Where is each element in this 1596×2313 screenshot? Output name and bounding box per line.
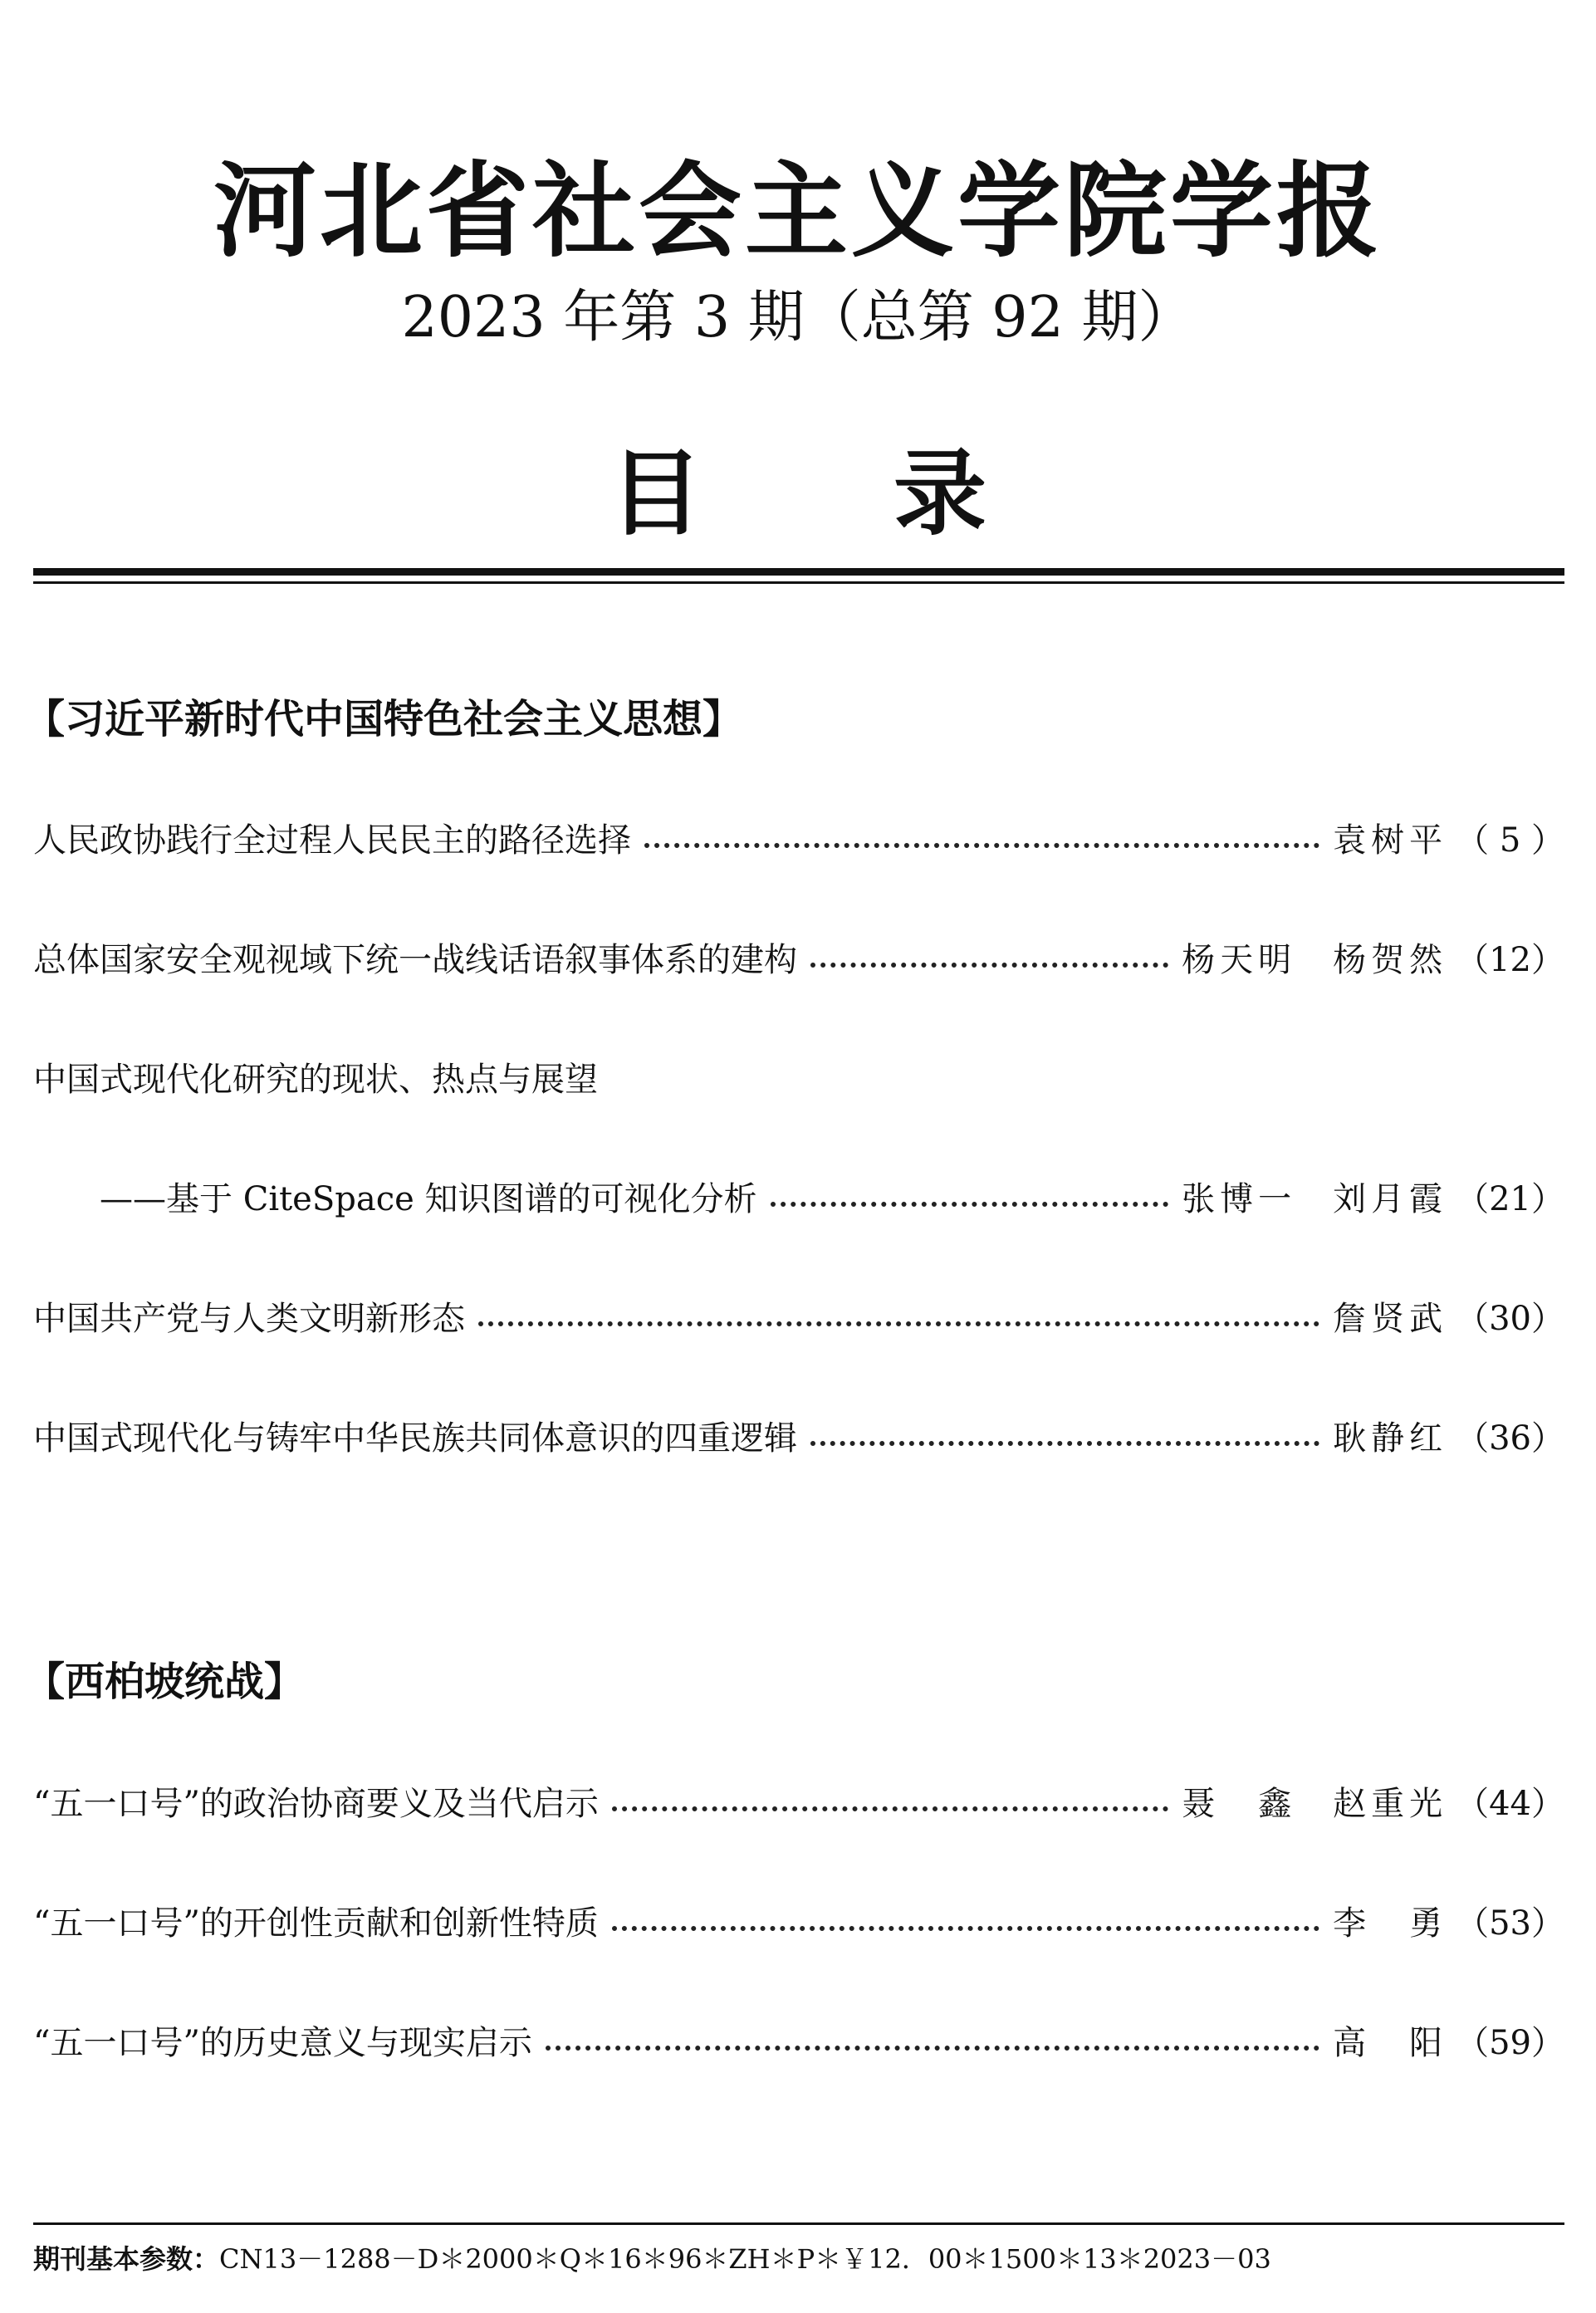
- author: 袁树平: [1333, 821, 1448, 860]
- issue-line: 2023 年第 3 期（总第 92 期）: [401, 285, 1195, 350]
- author: 张博一: [1182, 1180, 1297, 1218]
- header-rule-thick: [33, 568, 1564, 576]
- entry-title: 中国式现代化研究的现状、热点与展望: [33, 1061, 598, 1099]
- entry-authors: [1333, 1899, 1447, 1948]
- entry-authors: [1182, 1779, 1447, 1829]
- leader-dots: [644, 843, 1319, 848]
- entry-page: （53）: [1456, 1904, 1564, 1943]
- author: 詹贤武: [1333, 1300, 1448, 1338]
- leader-dots: [810, 963, 1168, 968]
- entry-title: “五一口号”的开创性贡献和创新性特质: [33, 1904, 599, 1943]
- entry-title: “五一口号”的政治协商要义及当代启示: [33, 1785, 599, 1823]
- author: 李 勇: [1333, 1904, 1448, 1943]
- toc-entry[interactable]: [33, 1414, 1564, 1463]
- journal-parameters: [33, 2241, 1271, 2277]
- toc-heading-right: 录: [893, 439, 986, 548]
- toc-entry[interactable]: [33, 816, 1564, 865]
- leader-dots: [771, 1202, 1169, 1207]
- leader-dots: [478, 1321, 1319, 1326]
- leader-dots: [612, 1926, 1319, 1931]
- footer-label: 期刊基本参数：: [33, 2243, 220, 2275]
- author: 杨贺然: [1333, 941, 1448, 979]
- toc-heading-left: 目: [610, 439, 703, 548]
- toc-entry[interactable]: [33, 1899, 1564, 1948]
- entry-page: （36）: [1456, 1419, 1564, 1458]
- entry-authors: [1333, 1294, 1447, 1344]
- entry-authors: [1333, 2018, 1447, 2068]
- section-title: 【西柏坡统战】: [25, 1659, 305, 1705]
- entry-title: 总体国家安全观视域下统一战线话语叙事体系的建构: [33, 941, 797, 979]
- author: 高 阳: [1333, 2024, 1448, 2062]
- footer-rule: [33, 2222, 1564, 2225]
- entry-page: （ 5 ）: [1456, 821, 1564, 860]
- section-title: 【习近平新时代中国特色社会主义思想】: [25, 696, 743, 742]
- header-rule-thin: [33, 581, 1564, 584]
- author: 杨天明: [1182, 941, 1297, 979]
- author: 赵重光: [1333, 1785, 1448, 1823]
- footer-value: CN13－1288－D＊2000＊Q＊16＊96＊ZH＊P＊￥12．00＊1500＊13＊2023－03: [219, 2243, 1271, 2275]
- entry-subtitle: ——基于 CiteSpace 知识图谱的可视化分析: [100, 1180, 757, 1218]
- leader-dots: [810, 1441, 1319, 1446]
- entry-authors: [1333, 816, 1447, 865]
- entry-page: （12）: [1456, 941, 1564, 979]
- leader-dots: [546, 2046, 1319, 2051]
- leader-dots: [612, 1806, 1168, 1811]
- toc-entry-subtitle[interactable]: [100, 1174, 1564, 1224]
- toc-entry[interactable]: [33, 935, 1564, 985]
- author: 耿静红: [1333, 1419, 1448, 1458]
- entry-title: “五一口号”的历史意义与现实启示: [33, 2024, 532, 2062]
- entry-authors: [1333, 1414, 1447, 1463]
- author: 刘月霞: [1333, 1180, 1448, 1218]
- entry-authors: [1182, 1174, 1447, 1224]
- entry-title: 人民政协践行全过程人民民主的路径选择: [33, 821, 631, 860]
- entry-title: 中国共产党与人类文明新形态: [33, 1300, 465, 1338]
- entry-page: （21）: [1456, 1180, 1564, 1218]
- author: 聂 鑫: [1182, 1785, 1297, 1823]
- toc-heading: [0, 440, 1596, 548]
- toc-entry[interactable]: [33, 1779, 1564, 1829]
- entry-title: 中国式现代化与铸牢中华民族共同体意识的四重逻辑: [33, 1419, 797, 1458]
- entry-page: （44）: [1456, 1785, 1564, 1823]
- toc-entry[interactable]: [33, 2018, 1564, 2068]
- entry-authors: [1182, 935, 1447, 985]
- toc-entry[interactable]: [33, 1055, 1564, 1105]
- toc-entry[interactable]: [33, 1294, 1564, 1344]
- journal-title: 河北省社会主义学院学报: [213, 151, 1383, 272]
- entry-page: （30）: [1456, 1300, 1564, 1338]
- entry-page: （59）: [1456, 2024, 1564, 2062]
